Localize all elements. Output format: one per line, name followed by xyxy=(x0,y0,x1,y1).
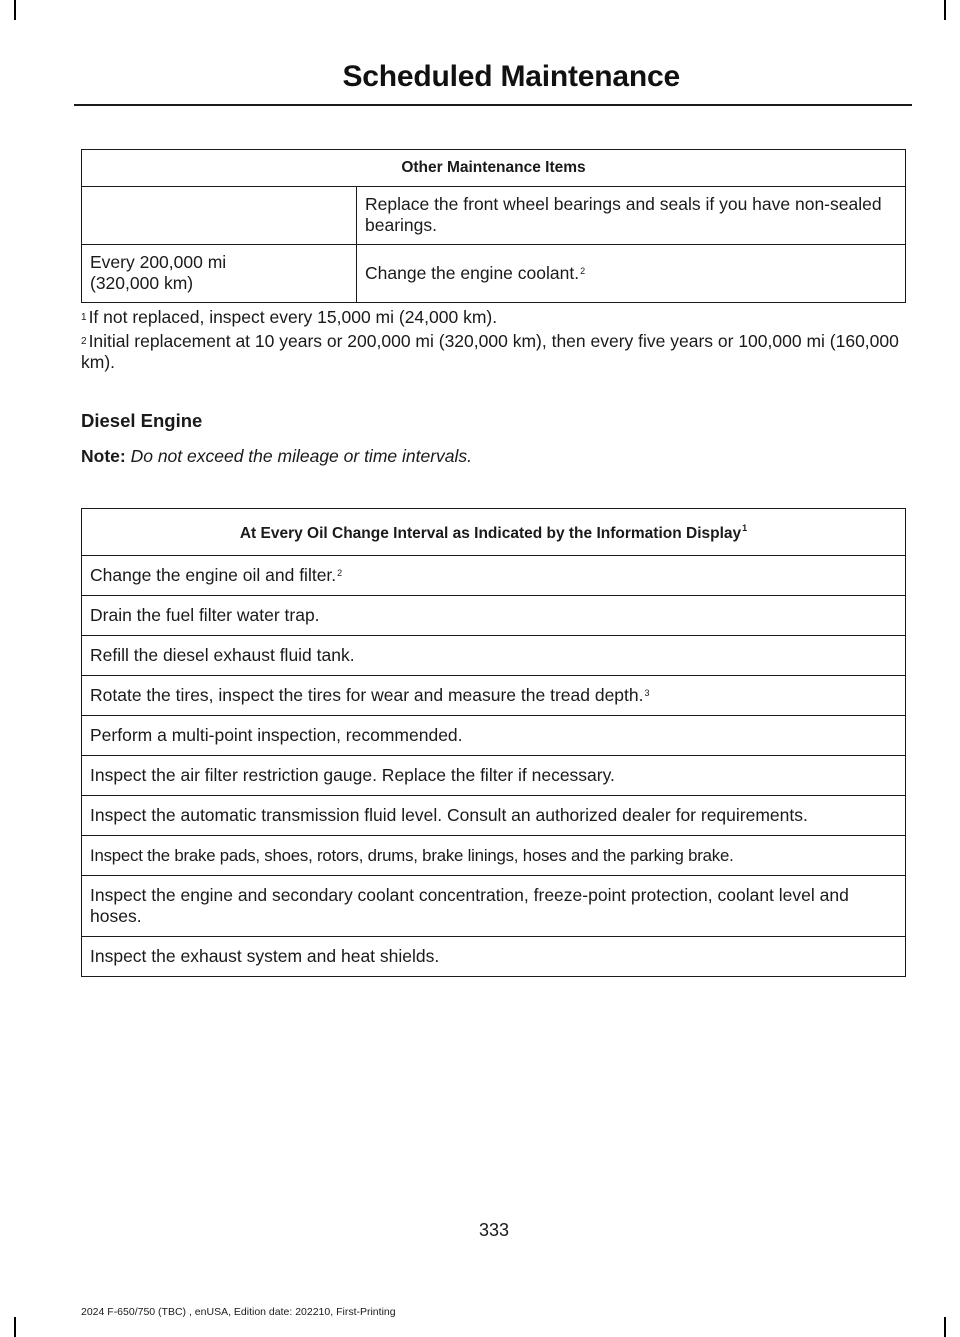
edition-info: 2024 F-650/750 (TBC) , enUSA, Edition date: 202210, First-Printing xyxy=(81,1306,396,1318)
crop-mark-bottom-right xyxy=(944,1317,946,1337)
oil-change-table xyxy=(81,508,906,977)
footnote xyxy=(81,331,901,373)
item-text: Change the engine coolant. xyxy=(365,262,580,283)
item-cell: Inspect the brake pads, shoes, rotors, drums, brake linings, hoses and the parking brake. xyxy=(82,836,906,876)
crop-mark-bottom-left xyxy=(14,1317,16,1337)
item-cell: Inspect the air filter restriction gauge. Replace the filter if necessary. xyxy=(82,756,906,796)
footnote-ref: 2 xyxy=(337,568,343,578)
title-divider xyxy=(74,104,912,106)
footnote-ref: 2 xyxy=(580,265,586,276)
note-text: Do not exceed the mileage or time intervals. xyxy=(130,446,473,466)
table-row xyxy=(82,187,906,245)
footnote-number: 1 xyxy=(81,312,87,323)
table-header-row xyxy=(82,509,906,556)
table-row xyxy=(82,716,906,756)
item-cell: Inspect the engine and secondary coolant concentration, freeze-point protection, coolant level and hoses. xyxy=(82,876,906,937)
table-heading xyxy=(82,509,906,556)
item-text: Rotate the tires, inspect the tires for wear and measure the tread depth. xyxy=(90,685,644,705)
table-header-row xyxy=(82,150,906,187)
footnote-text: Initial replacement at 10 years or 200,000 mi (320,000 km), then every five years or 100,000 mi (160,000 km). xyxy=(81,331,899,372)
footnote xyxy=(81,307,901,328)
note xyxy=(81,446,481,467)
table-row xyxy=(82,596,906,636)
footnote-text: If not replaced, inspect every 15,000 mi (24,000 km). xyxy=(88,307,498,327)
footnotes xyxy=(81,307,901,376)
note-label: Note: xyxy=(81,446,126,466)
table-heading-text: At Every Oil Change Interval as Indicated by the Information Display xyxy=(239,525,742,542)
item-cell: Inspect the exhaust system and heat shields. xyxy=(82,937,906,977)
page-number: 333 xyxy=(478,1220,510,1240)
item-cell: Drain the fuel filter water trap. xyxy=(82,596,906,636)
footnote-ref: 1 xyxy=(742,523,748,533)
interval-cell xyxy=(82,187,357,245)
table-row xyxy=(82,796,906,836)
item-cell: Replace the front wheel bearings and seals if you have non-sealed bearings. xyxy=(357,187,906,245)
item-cell: Perform a multi-point inspection, recommended. xyxy=(82,716,906,756)
table-row xyxy=(82,556,906,596)
crop-mark-top-right xyxy=(944,0,946,20)
section-heading: Diesel Engine xyxy=(81,410,203,431)
table-row xyxy=(82,836,906,876)
item-text: Change the engine oil and filter. xyxy=(90,565,337,585)
footnote-ref: 3 xyxy=(644,688,650,698)
table-row xyxy=(82,636,906,676)
table-row xyxy=(82,756,906,796)
table-row xyxy=(82,676,906,716)
page-title: Scheduled Maintenance xyxy=(342,60,680,93)
item-cell xyxy=(82,556,906,596)
table-heading: Other Maintenance Items xyxy=(82,150,906,187)
item-cell xyxy=(82,676,906,716)
interval-cell: Every 200,000 mi (320,000 km) xyxy=(82,245,357,303)
item-cell: Refill the diesel exhaust fluid tank. xyxy=(82,636,906,676)
item-cell xyxy=(357,245,906,303)
crop-mark-top-left xyxy=(14,0,16,20)
table-row xyxy=(82,937,906,977)
table-row xyxy=(82,876,906,937)
table-row xyxy=(82,245,906,303)
item-cell: Inspect the automatic transmission fluid level. Consult an authorized dealer for requirements. xyxy=(82,796,906,836)
footnote-number: 2 xyxy=(81,336,87,347)
other-maintenance-table xyxy=(81,149,906,303)
